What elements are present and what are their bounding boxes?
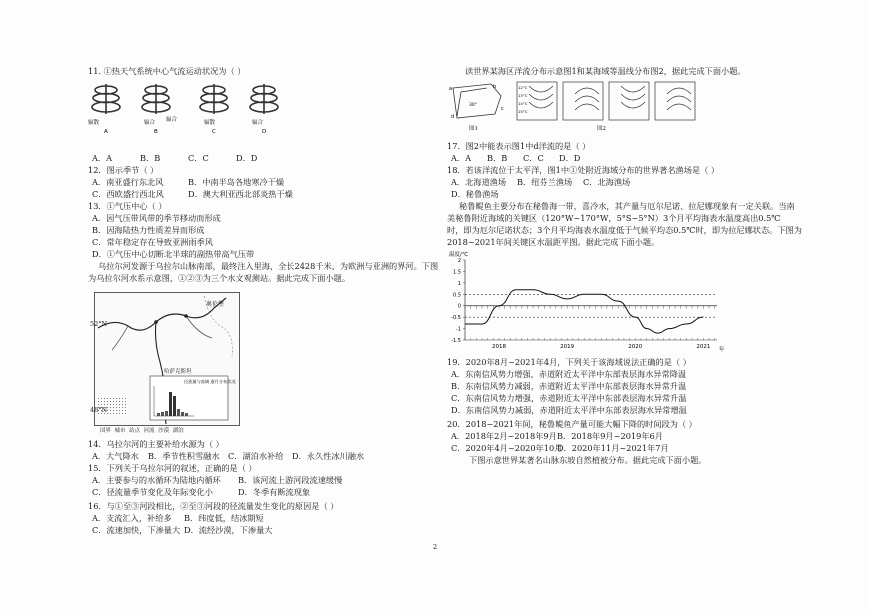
fig1-label-d: d [451, 114, 455, 120]
year-label: 2018 [492, 344, 507, 350]
legend-item: 国界 [100, 428, 112, 434]
q15-option-c[interactable]: C．径流量季节变化及年际变化小 [92, 487, 213, 497]
swirl-label-3: 辐合 [166, 117, 178, 123]
legend-item: 沙漠 [158, 428, 170, 434]
isotherm-label: 13°C [518, 93, 528, 98]
swirl-label-1: 辐散 [88, 120, 100, 126]
para-line-1: 秘鲁鳀鱼主要分布在秘鲁海一带，喜冷水，其产量与厄尔尼诺、拉尼娜现象有一定关联。当南 [459, 201, 795, 211]
q18-option-a[interactable]: A．北海道渔场 [451, 177, 507, 187]
y-tick-label: 0 [457, 303, 461, 310]
isotherm-label: 12°C [518, 85, 528, 90]
q11-option-a[interactable]: A．A [92, 153, 113, 163]
current-diagram-fig1 [447, 80, 507, 124]
fig1-label-lat: 30° [469, 103, 477, 108]
para-line-4: 2018~2021年间关键区水温距平图。据此完成下面小题。 [447, 237, 660, 247]
swirl-letter-c: C [212, 129, 216, 135]
q12-option-b[interactable]: B．中南半岛各地寒冷干燥 [188, 177, 285, 187]
page-number: 2 [433, 543, 438, 551]
inset-title: 径流量与流域 逐月分布状况 [184, 379, 236, 384]
map-legend [100, 429, 184, 435]
y-tick-label: 1 [457, 280, 461, 287]
q11-option-c[interactable]: C．C [188, 153, 209, 163]
fig1-label-c: c [501, 106, 504, 112]
right-intro: 读世界某海区洋流分布示意图1和某海域等温线分布图2，据此完成下面小题。 [465, 66, 746, 76]
closing-line: 下图示意世界某著名山脉东坡自然植被分布。据此完成下面小题。 [469, 455, 707, 465]
swirl-a [92, 84, 120, 114]
intro-line-2: 为乌拉尔河水系示意图，①②③为三个水文观测站。据此完成下面小题。 [88, 273, 351, 283]
q19-option-c[interactable]: C．东南信风势力增强，赤道附近太平洋中东部表层海水异常升温 [451, 393, 687, 403]
chart-ylabel: 温度/℃ [449, 252, 469, 258]
q15-stem: 15．下列关于乌拉尔河的叙述，正确的是（ ） [88, 463, 257, 473]
para-line-3: 时，即为厄尔尼诺状态；3个月平均海表水温度低于气候平均态0.5℃时，即为拉尼娜状态。下图为 [447, 225, 802, 235]
q20-option-d[interactable]: D．2020年11月~2021年7月 [557, 443, 669, 453]
q20-option-c[interactable]: C．2020年4月~2020年10月 [451, 443, 563, 453]
q11-stem: 11. ①热天气系统中心气流运动状况为（ ） [88, 66, 246, 76]
anomaly-series-line [465, 290, 703, 333]
sst-anomaly-chart [447, 248, 737, 356]
y-tick-label: 0.5 [453, 292, 461, 299]
q14-option-a[interactable]: A．大气降水 [92, 451, 139, 461]
q13-option-c[interactable]: C．常年稳定存在导致亚洲雨季风 [92, 237, 213, 247]
inset-runoff-chart [150, 376, 236, 420]
legend-item: 站点 [129, 428, 141, 434]
y-tick-label: 1.5 [453, 269, 461, 276]
map-place-2: 哈萨克斯坦 [164, 369, 192, 375]
q11-swirl-figure [88, 80, 288, 135]
q18-option-c[interactable]: C．北海渔场 [583, 177, 631, 187]
q18-stem: 18．若该洋流位于太平洋，图1中①处附近海域分布的世界著名渔场是（ ） [447, 165, 720, 175]
fig1-label-b: b [493, 84, 497, 90]
q20-stem: 20．2018~2021年间，秘鲁鳀鱼产量可能大幅下降的时间段为（ ） [447, 419, 697, 429]
q13-option-d[interactable]: D．①气压中心切断北半球的副热带高气压带 [92, 249, 255, 259]
swirl-label-4: 辐散 [204, 120, 216, 126]
q14-option-b[interactable]: B．季节性积雪融水 [148, 451, 220, 461]
q20-option-a[interactable]: A．2018年2月~2018年9月 [451, 431, 557, 441]
q17-option-c[interactable]: C．C [523, 153, 544, 163]
q18-option-d[interactable]: D．秘鲁渔场 [451, 189, 499, 199]
q15-option-a[interactable]: A．主要参与的水循环为陆地内循环 [92, 475, 221, 485]
q17-option-d[interactable]: D．D [559, 153, 581, 163]
swirl-letter-d: D [262, 129, 267, 135]
intro-line-1: 乌拉尔河发源于乌拉尔山脉南部，最终注入里海，全长2428千米，为欧洲与亚洲的界河。下图 [98, 261, 439, 271]
q14-stem: 14．乌拉尔河的主要补给水源为（ ） [88, 439, 224, 449]
map-place-1: 奥伦堡 [206, 301, 225, 308]
isotherm-fig2 [515, 80, 701, 124]
q12-option-d[interactable]: D．澳大利亚西北部炎热干燥 [188, 189, 293, 199]
q13-option-b[interactable]: B．因海陆热力性质差异而形成 [92, 225, 205, 235]
q16-option-b[interactable]: B．纬度低，结冰期短 [184, 513, 264, 523]
q19-option-b[interactable]: B．东南信风势力减弱，赤道附近太平洋中东部表层海水异常升温 [451, 381, 687, 391]
map-lat-bottom: 48°N [90, 406, 108, 414]
q11-option-b[interactable]: B．B [140, 153, 161, 163]
q13-stem: 13．①气压中心（ ） [88, 201, 167, 211]
q16-stem: 16．与①至③河段相比，②至③河段的径流量发生变化的原因是（ ） [88, 501, 339, 511]
q16-option-c[interactable]: C．流速加快，下渗量大 [92, 525, 181, 535]
q18-option-b[interactable]: B．纽芬兰渔场 [517, 177, 573, 187]
swirl-b [142, 84, 170, 114]
q17-option-a[interactable]: A．A [451, 153, 472, 163]
q17-option-b[interactable]: B．B [487, 153, 508, 163]
y-tick-label: -0.5 [451, 315, 461, 322]
q20-option-b[interactable]: B．2018年9月~2019年6月 [557, 431, 663, 441]
y-tick-label: -1 [456, 326, 461, 333]
ural-river-map [94, 292, 240, 426]
legend-item: 湖泊 [172, 428, 184, 434]
map-lat-top: 52°N [90, 320, 108, 328]
chart-xlabel: 年 [719, 347, 725, 353]
q11-option-d[interactable]: D．D [236, 153, 258, 163]
swirl-c [200, 84, 228, 114]
fig1-caption: 图1 [469, 126, 478, 132]
year-label: 2021 [696, 344, 711, 350]
q15-option-b[interactable]: B．该河流上游河段流速缓慢 [238, 475, 343, 485]
q17-stem: 17．图2中能表示图1中d洋流的是（ ） [447, 141, 591, 151]
q12-option-a[interactable]: A．南亚盛行东北风 [92, 177, 164, 187]
q19-option-d[interactable]: D．东南信风势力减弱，赤道附近太平洋中东部表层海水异常增温 [451, 405, 687, 415]
q12-option-c[interactable]: C．西欧盛行西北风 [92, 189, 164, 199]
swirl-letter-a: A [104, 129, 108, 135]
swirl-label-5: 辐合 [252, 120, 264, 126]
swirl-d [250, 84, 278, 114]
legend-item: 河流 [143, 428, 155, 434]
q16-option-a[interactable]: A．支流汇入，补给多 [92, 513, 172, 523]
y-tick-label: -1.5 [451, 338, 461, 344]
legend-item: 城市 [114, 428, 126, 434]
fig2-caption: 图2 [597, 126, 606, 132]
isotherm-label: 15°C [518, 109, 528, 114]
q12-stem: 12．图示季节（ ） [88, 165, 159, 175]
q19-option-a[interactable]: A．东南信风势力增强，赤道附近太平洋中东部表层海水异常降温 [451, 369, 687, 379]
y-tick-label: 2 [457, 258, 461, 264]
para-line-2: 美秘鲁附近海域的关键区（120°W~170°W，5°S~5°N）3个月平均海表水温度高出0.5℃ [447, 213, 781, 223]
fig1-label-a: a [449, 86, 453, 92]
swirl-letter-b: B [154, 129, 158, 135]
q13-option-a[interactable]: A．因气压带风带的季节移动而形成 [92, 213, 221, 223]
q14-option-d[interactable]: D．永久性冰川融水 [292, 451, 365, 461]
q19-stem: 19．2020年8月~2021年4月，下列关于该海域说法正确的是（ ） [447, 357, 691, 367]
q16-option-d[interactable]: D．流经沙漠，下渗量大 [184, 525, 273, 535]
year-label: 2019 [560, 344, 575, 350]
swirl-label-2: 辐合 [144, 120, 156, 126]
year-label: 2020 [628, 344, 643, 350]
isotherm-label: 14°C [518, 101, 528, 106]
q14-option-c[interactable]: C．湖泊水补给 [228, 451, 284, 461]
q15-option-d[interactable]: D．冬季有断流现象 [238, 487, 311, 497]
